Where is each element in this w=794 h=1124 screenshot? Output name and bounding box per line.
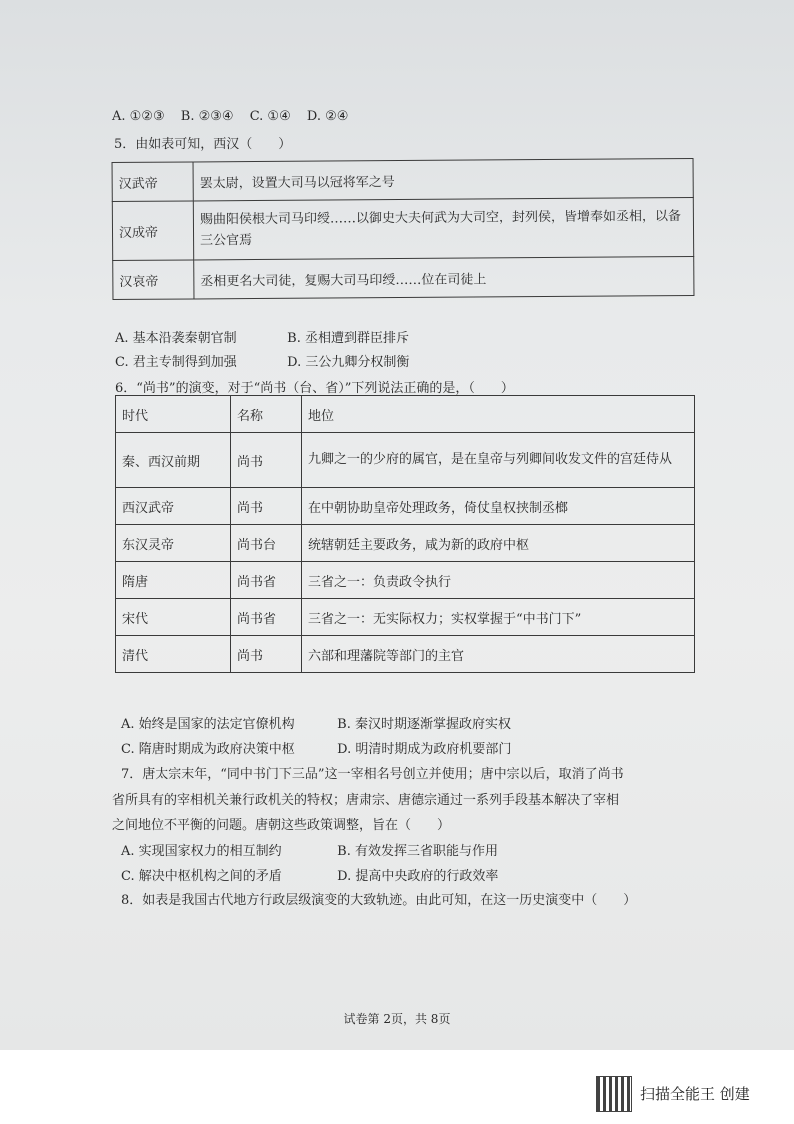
qr-code-icon (596, 1076, 632, 1112)
table-row (116, 488, 695, 525)
table-row (116, 433, 695, 488)
q5-table (112, 158, 695, 300)
q6-options-row2 (121, 741, 511, 759)
q6-options-row1 (121, 716, 511, 734)
cell-name: 尚书 (231, 433, 302, 488)
q8-stem: 8．如表是我国古代地方行政层级演变的大致轨迹。由此可知，在这一历史演变中（ ） (121, 893, 637, 908)
q7-option-c: C. 解决中枢机构之间的矛盾 (121, 869, 282, 884)
cell-name: 尚书省 (231, 562, 302, 599)
q4-option-c: C. ①④ (249, 109, 291, 124)
q5-stem: 5．由如表可知，西汉（ ） (114, 137, 292, 152)
q5-option-a: A. 基本沿袭秦朝官制 (115, 331, 237, 346)
col-header-status: 地位 (302, 396, 695, 433)
q7-line-3: 之间地位不平衡的问题。唐朝这些政策调整，旨在（ ） (112, 818, 451, 833)
q6-option-b: B. 秦汉时期逐渐掌握政府实权 (337, 717, 511, 732)
cell-name: 尚书 (231, 636, 302, 673)
q5-option-c: C. 君主专制得到加强 (115, 355, 237, 370)
q6-option-a: A. 始终是国家的法定官僚机构 (121, 717, 295, 732)
cell-name: 尚书台 (231, 525, 302, 562)
q4-option-d: D. ②④ (306, 109, 349, 124)
table-row (116, 525, 695, 562)
cell-status: 在中朝协助皇帝处理政务，倚仗皇权挟制丞榔 (302, 488, 695, 525)
table-row (116, 599, 695, 636)
q7-option-d: D. 提高中央政府的行政效率 (337, 869, 499, 884)
q7-options-row1 (121, 843, 498, 861)
q7-option-b: B. 有效发挥三省职能与作用 (337, 844, 498, 859)
q5-options-row2 (115, 354, 409, 372)
q5-emperor: 汉哀帝 (113, 260, 194, 300)
q6-stem: 6．“尚书”的演变，对于“尚书（台、省）”下列说法正确的是，（ ） (115, 381, 514, 396)
cell-era: 西汉武帝 (116, 488, 231, 525)
cell-status: 统辖朝廷主要政务，咸为新的政府中枢 (302, 525, 695, 562)
q5-options-row1 (115, 330, 409, 348)
page-footer: 试卷第 2页，共 8页 (343, 1012, 451, 1026)
table-row (116, 636, 695, 673)
table-row (116, 562, 695, 599)
q4-option-a: A. ①②③ (112, 109, 165, 124)
table-row (112, 197, 693, 260)
q6-table (115, 395, 695, 673)
table-row (112, 158, 693, 201)
q5-emperor: 汉武帝 (112, 162, 193, 202)
q7-line-2: 省所具有的宰相机关兼行政机关的特权；唐肃宗、唐德宗通过一系列手段基本解决了宰相 (112, 793, 620, 808)
table-header-row (116, 396, 695, 433)
cell-era: 秦、西汉前期 (116, 433, 231, 488)
q5-event: 丞相更名大司徒，复赐大司马印绶……位在司徒上 (194, 256, 694, 298)
scanner-brand-label: 扫描全能王 创建 (640, 1085, 750, 1103)
cell-era: 清代 (116, 636, 231, 673)
q7-options-row2 (121, 868, 498, 886)
cell-name: 尚书 (231, 488, 302, 525)
q5-option-b: B. 丞相遭到群臣排斥 (287, 331, 409, 346)
cell-era: 东汉灵帝 (116, 525, 231, 562)
cell-era: 宋代 (116, 599, 231, 636)
cell-status: 六部和理藩院等部门的主官 (302, 636, 695, 673)
q5-event: 赐曲阳侯根大司马印绶……以御史大夫何武为大司空，封列侯，皆增奉如丞相，以备三公官焉 (193, 197, 693, 259)
q6-option-c: C. 隋唐时期成为政府决策中枢 (121, 742, 295, 757)
q6-option-d: D. 明清时期成为政府机要部门 (337, 742, 512, 757)
cell-name: 尚书省 (231, 599, 302, 636)
q7-line-1: 7．唐太宗末年，“同中书门下三品”这一宰相名号创立并使用；唐中宗以后，取消了尚书 (121, 767, 624, 782)
q5-emperor: 汉成帝 (112, 201, 193, 261)
q5-event: 罢太尉，设置大司马以冠将军之号 (193, 158, 693, 200)
cell-status: 三省之一：无实际权力；实权掌握于“中书门下” (302, 599, 695, 636)
cell-status: 三省之一：负责政令执行 (302, 562, 695, 599)
table-row (113, 256, 694, 299)
q7-option-a: A. 实现国家权力的相互制约 (121, 844, 282, 859)
cell-status: 九卿之一的少府的属官，是在皇帝与列卿间收发文件的宫廷侍从 (302, 433, 695, 488)
col-header-era: 时代 (116, 396, 231, 433)
q5-option-d: D. 三公九卿分权制衡 (287, 355, 410, 370)
cell-era: 隋唐 (116, 562, 231, 599)
col-header-name: 名称 (231, 396, 302, 433)
q4-options (112, 108, 360, 126)
q4-option-b: B. ②③④ (180, 109, 234, 124)
